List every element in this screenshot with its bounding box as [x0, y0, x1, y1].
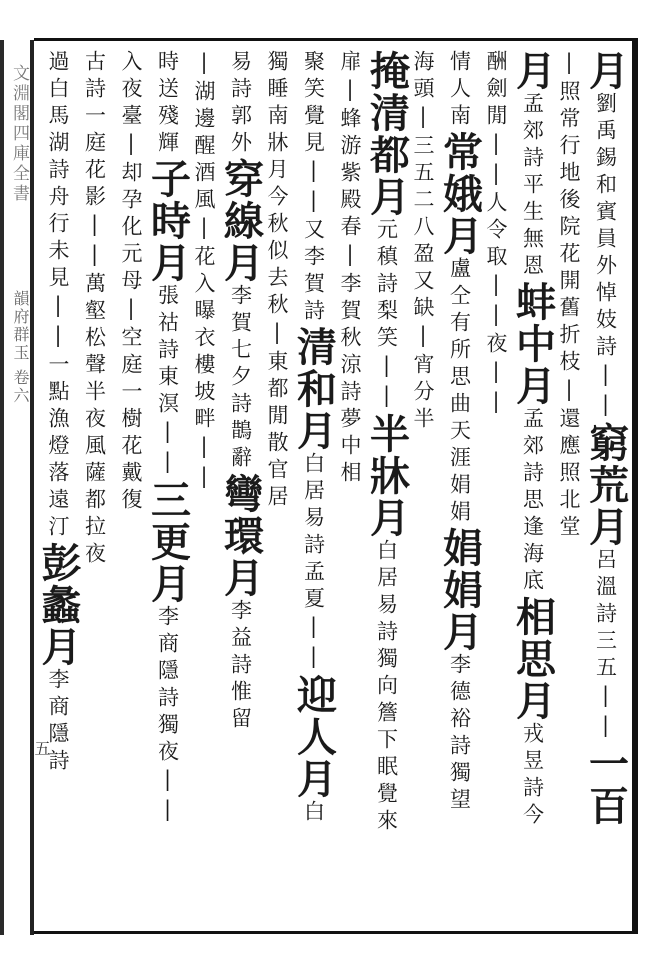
- citation-text: 夜||: [484, 332, 508, 419]
- citation-text: 戎昱詩今: [520, 722, 545, 830]
- citation-text: |照常行地後院花開舊折枝: [557, 50, 581, 377]
- entry-heading: 月: [509, 50, 557, 92]
- citation-text: 過白馬湖詩舟行未見||一點漁燈落遠汀: [46, 50, 70, 542]
- citation-text: 入夜臺: [119, 50, 143, 131]
- entry-heading: 子時月: [144, 158, 192, 284]
- citation-text: 孟郊詩思逢海底: [520, 407, 545, 596]
- citation-text: 人令取||: [484, 191, 508, 332]
- citation-text: 盧仝有所思曲天涯娟娟: [447, 257, 472, 527]
- citation-text: 扉: [338, 50, 362, 77]
- citation-text: 李益詩惟留: [228, 599, 253, 734]
- citation-text: |蜂游紫殿春: [338, 77, 362, 242]
- citation-text: |李賀秋涼詩夢中相: [338, 242, 362, 488]
- citation-text: 孟郊詩平生無恩: [520, 92, 545, 281]
- entry-heading: 娟娟月: [436, 527, 484, 653]
- entry-heading: 彎環月: [217, 473, 265, 599]
- citation-text: 白居易詩孟夏||: [301, 452, 326, 674]
- citation-text: |三五二八盈又缺: [411, 104, 435, 323]
- citation-text: 李德裕詩獨望: [447, 653, 472, 815]
- citation-text: |湖邊醒酒風: [192, 50, 216, 215]
- citation-text: 易詩郭外: [228, 50, 253, 158]
- citation-text: 李商隱詩: [46, 668, 70, 776]
- text-column: [32, 50, 84, 930]
- citation-text: |還應照北堂: [557, 377, 581, 542]
- citation-text: 呂溫詩三五||: [593, 548, 618, 743]
- citation-text: 時送殘輝: [155, 50, 180, 158]
- entry-heading: 常娥月: [436, 131, 484, 257]
- entry-heading: 月: [582, 50, 630, 92]
- entry-heading: 清和月: [290, 326, 338, 452]
- entry-heading: 蚌中月: [509, 281, 557, 407]
- citation-text: 元稹詩梨笑||: [374, 218, 399, 413]
- citation-text: 劉禹錫和賓員外悼妓詩: [593, 92, 618, 362]
- citation-text: 情人南: [447, 50, 472, 131]
- citation-text: |東都閒散官: [265, 320, 289, 485]
- entry-heading: 掩清都月: [363, 50, 411, 218]
- citation-text: 古詩一庭花影||萬壑松聲半夜風薩都拉夜: [82, 50, 107, 569]
- citation-text: |宵分半: [411, 323, 435, 434]
- citation-text: 白: [301, 800, 326, 827]
- entry-heading: 穿線月: [217, 158, 265, 284]
- citation-text: 白居易詩獨向簷下眠覺來: [374, 539, 399, 836]
- entry-heading: 迎人月: [290, 674, 338, 800]
- citation-text: 聚笑覺見||又李賀詩: [301, 50, 326, 326]
- citation-text: 坡畔||: [192, 380, 216, 494]
- citation-text: 酬劍閒||: [484, 50, 508, 191]
- citation-text: ||: [593, 362, 618, 422]
- margin-ghost-text: 文淵閣四庫全書: [9, 64, 29, 204]
- citation-text: 李賀七夕詩鵲辭: [228, 284, 253, 473]
- citation-text: 李商隱詩獨夜||: [155, 605, 180, 827]
- citation-text: |花入曝衣樓: [192, 215, 216, 380]
- entry-heading: 彭蠡月: [35, 542, 82, 668]
- citation-text: 張祜詩東溟||: [155, 284, 180, 479]
- citation-text: 居: [265, 485, 289, 512]
- entry-heading: 窮荒月: [582, 422, 630, 548]
- page-number: 五: [32, 740, 51, 756]
- entry-heading: 相思月: [509, 596, 557, 722]
- entry-heading: 一百: [582, 743, 630, 827]
- entry-heading: 半牀月: [363, 413, 411, 539]
- citation-text: 海頭: [411, 50, 435, 104]
- citation-text: |空庭一樹花戴復: [119, 296, 143, 515]
- entry-heading: 三更月: [144, 479, 192, 605]
- citation-text: |却孕化元母: [119, 131, 143, 296]
- margin-ghost-text-2: 韻府群玉 卷六: [11, 290, 30, 406]
- citation-text: 獨睡南牀月今秋似去秋: [265, 50, 289, 320]
